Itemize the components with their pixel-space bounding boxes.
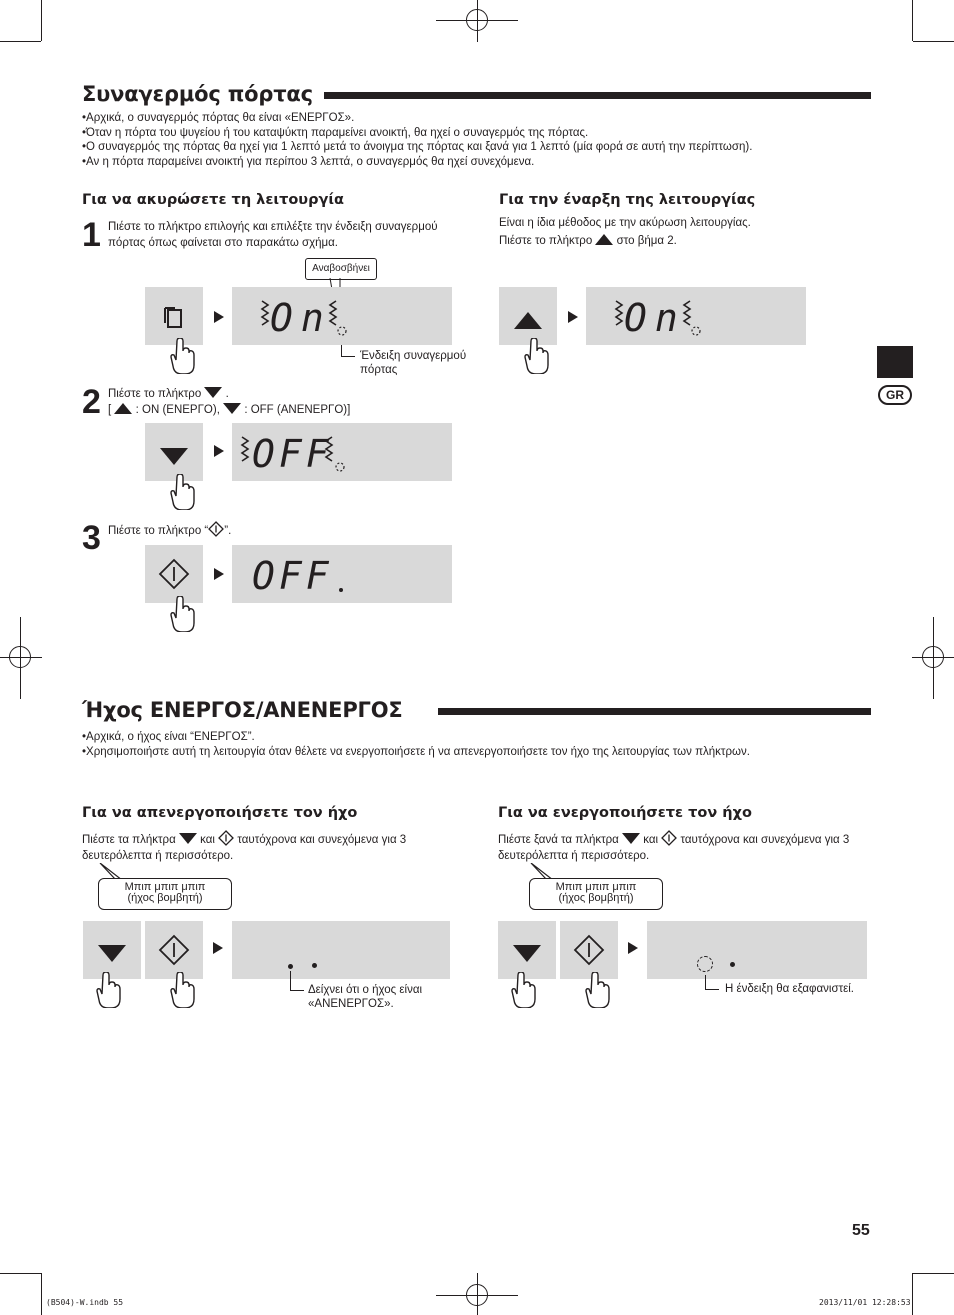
down-triangle-icon [223, 403, 241, 414]
finger-press-icon [168, 338, 196, 374]
language-tab-block [877, 346, 913, 378]
up-triangle-icon [499, 287, 557, 345]
step1-text: Πιέστε το πλήκτρο επιλογής και επιλέξτε την ένδειξη συναγερμού πόρτας όπως φαίνεται στο παρακάτω σχήμα. [108, 221, 438, 249]
leader-line [705, 989, 719, 990]
section-rule [324, 92, 871, 99]
enter-diamond-icon [145, 921, 203, 979]
display-sound-off [232, 921, 450, 979]
enter-diamond-icon [560, 921, 618, 979]
select-icon [145, 287, 203, 345]
leader-line [705, 975, 706, 989]
step-number: 2 [82, 383, 101, 421]
down-key[interactable] [145, 423, 203, 481]
leader-line [290, 990, 304, 991]
segment-dot [312, 963, 317, 968]
segment-dot [730, 962, 735, 967]
bullet: • Χρησιμοποιήστε αυτή τη λειτουργία όταν θέλετε να ενεργοποιήσετε ή να απενεργοποιήσετε τον ήχο της λειτουργίας των πλήκτρων. [82, 745, 882, 760]
up-triangle-icon [114, 403, 132, 414]
flow-arrow [214, 568, 224, 580]
language-badge: GR [878, 385, 912, 405]
enter-diamond-icon [218, 830, 234, 846]
down-triangle-icon [498, 921, 556, 979]
finger-press-icon [168, 972, 196, 1008]
segment-display-text: On [270, 296, 332, 340]
select-key[interactable] [145, 287, 203, 345]
bullet: • Ο συναγερμός της πόρτας θα ηχεί για 1 λεπτό μετά το άνοιγμα της πόρτας και ξανά για 1 λεπτό (μία φορά σε αυτή την περίπτωση). [82, 140, 882, 155]
finger-press-icon [168, 474, 196, 510]
cancel-heading: Για να ακυρώσετε τη λειτουργία [82, 192, 344, 208]
start-heading: Για την έναρξη της λειτουργίας [499, 192, 756, 208]
down-key[interactable] [498, 921, 556, 979]
bullet: • Όταν η πόρτα του ψυγείου ή του καταψύκτη παραμείνει ανοικτή, θα ηχεί ο συναγερμός της πόρτας. [82, 126, 882, 141]
display-on [232, 287, 452, 345]
segment-dot [339, 588, 343, 592]
down-key[interactable] [83, 921, 141, 979]
down-triangle-icon [83, 921, 141, 979]
up-key[interactable] [499, 287, 557, 345]
enter-diamond-icon [145, 545, 203, 603]
sound-off-dot [288, 964, 293, 969]
display-off-final [232, 545, 452, 603]
finger-press-icon [168, 596, 196, 632]
down-triangle-icon [622, 833, 640, 844]
flow-arrow [214, 445, 224, 457]
flow-arrow [568, 311, 578, 323]
sound-on-note: Η ένδειξη θα εξαφανιστεί. [725, 983, 854, 995]
flow-arrow [213, 942, 223, 954]
footer-file: (B504)-W.indb 55 [46, 1298, 124, 1307]
down-triangle-icon [145, 423, 203, 481]
sound-bullets [82, 730, 882, 759]
start-line2: Πιέστε το πλήκτρο στο βήμα 2. [499, 235, 677, 247]
leader-line [341, 356, 355, 357]
up-triangle-icon [595, 234, 613, 245]
page-number: 55 [852, 1222, 870, 1239]
enter-diamond-icon [661, 830, 677, 846]
enter-key[interactable] [145, 545, 203, 603]
step3-text: Πιέστε το πλήκτρο “ ”. [108, 521, 448, 539]
buzzer-bubble: Μπιπ μπιπ μπιπ (ήχος βομβητή) [529, 878, 663, 910]
enable-text: Πιέστε ξανά τα πλήκτρα και ταυτόχρονα και συνεχόμενα για 3 δευτερόλεπτα ή περισσότερο. [498, 830, 878, 864]
finger-press-icon [94, 972, 122, 1008]
blink-label: Αναβοσβήνει [305, 258, 377, 280]
display-sound-on [647, 921, 867, 979]
display-on-start [586, 287, 806, 345]
bullet: • Αρχικά, ο συναγερμός πόρτας θα είναι «ΕΝΕΡΓΟΣ». [82, 111, 882, 126]
sound-off-note: Δείχνει ότι ο ήχος είναι «ΑΝΕΝΕΡΓΟΣ». [308, 984, 423, 1010]
leader-line [290, 971, 291, 990]
alarm-indicator-note: Ένδειξη συναγερμού πόρτας [360, 350, 467, 376]
segment-display-text: OFF [252, 432, 333, 476]
bullet: • Αρχικά, ο ήχος είναι “ΕΝΕΡΓΟΣ”. [82, 730, 882, 745]
down-triangle-icon [179, 833, 197, 844]
finger-press-icon [509, 972, 537, 1008]
step-number: 3 [82, 519, 101, 557]
enter-key[interactable] [145, 921, 203, 979]
enable-heading: Για να ενεργοποιήσετε τον ήχο [498, 805, 752, 821]
section-title-door-alarm: Συναγερμός πόρτας [82, 82, 313, 106]
finger-press-icon [583, 972, 611, 1008]
display-off [232, 423, 452, 481]
finger-press-icon [522, 338, 550, 374]
step-number: 1 [82, 216, 101, 254]
disable-text: Πιέστε τα πλήκτρα και ταυτόχρονα και συνεχόμενα για 3 δευτερόλεπτα ή περισσότερο. [82, 830, 454, 864]
segment-display-text: On [624, 296, 686, 340]
enter-key[interactable] [560, 921, 618, 979]
door-alarm-bullets [82, 111, 882, 169]
disable-heading: Για να απενεργοποιήσετε τον ήχο [82, 805, 358, 821]
flow-arrow [214, 311, 224, 323]
buzzer-bubble: Μπιπ μπιπ μπιπ (ήχος βομβητή) [98, 878, 232, 910]
section-rule [438, 708, 871, 715]
flow-arrow [628, 942, 638, 954]
start-line1: Είναι η ίδια μέθοδος με την ακύρωση λειτουργίας. [499, 217, 751, 229]
section-title-sound: Ήχος ΕΝΕΡΓΟΣ/ΑΝΕΝΕΡΓΟΣ [82, 698, 403, 722]
down-triangle-icon [204, 387, 222, 398]
step2-text: Πιέστε το πλήκτρο . [ : ON (ΕΝΕΡΓΟ), : OFF (ΑΝΕΝΕΡΓΟ)] [108, 388, 351, 416]
segment-display-text: OFF [252, 554, 333, 598]
sound-indicator-cleared [697, 956, 713, 972]
bullet: • Αν η πόρτα παραμείνει ανοικτή για περίπου 3 λεπτά, ο συναγερμός θα ηχεί συνεχόμενα. [82, 155, 882, 170]
enter-diamond-icon [208, 521, 224, 537]
footer-timestamp: 2013/11/01 12:28:53 [819, 1298, 911, 1307]
